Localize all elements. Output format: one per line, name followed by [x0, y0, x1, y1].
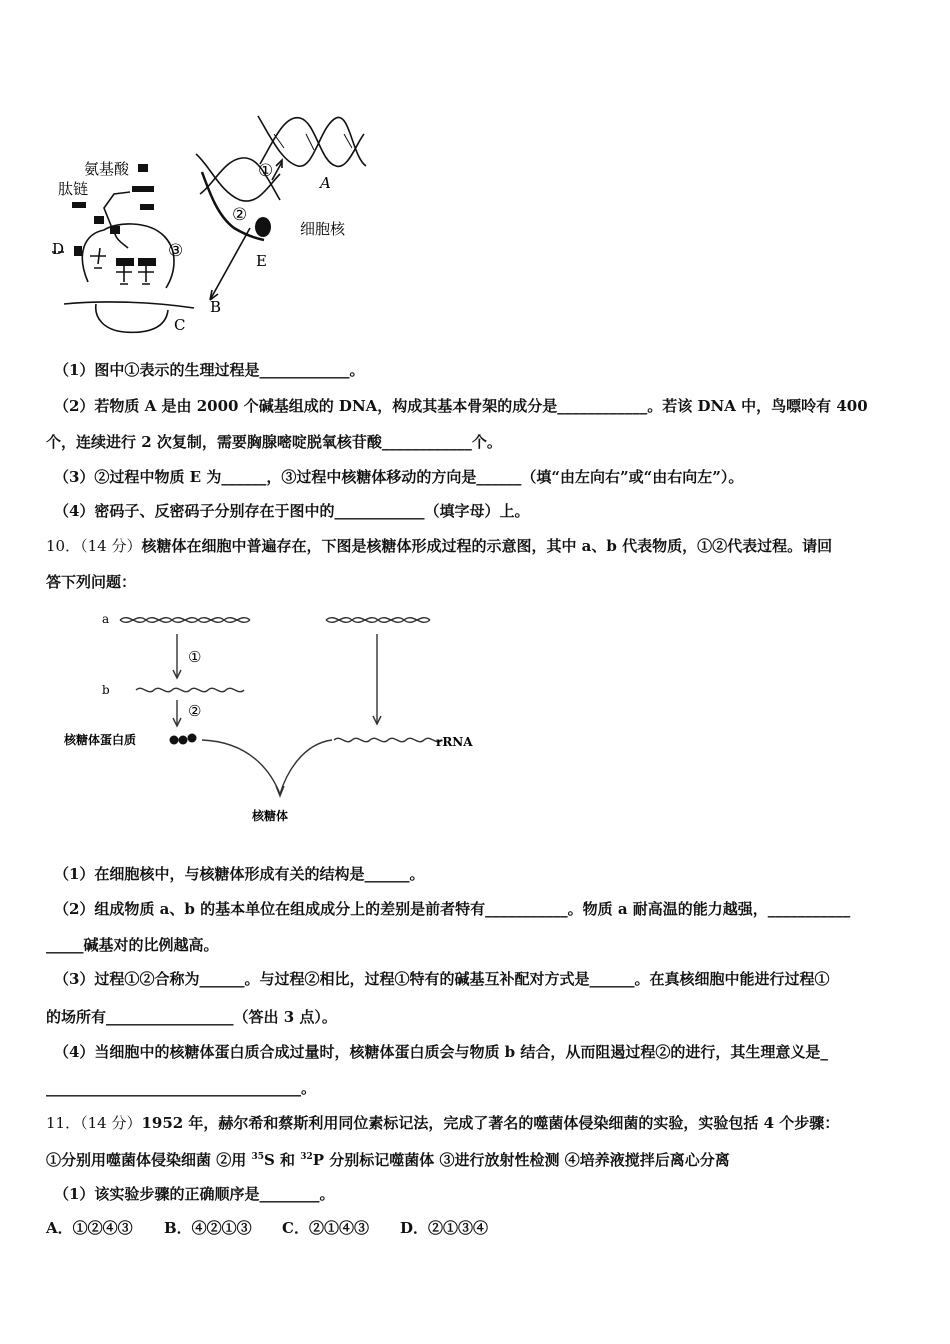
- amino-acid-block: [94, 216, 104, 224]
- label-step3: ③: [168, 241, 184, 261]
- q10-part3-line1: （3）过程①②合称为______。与过程②相比，过程①特有的碱基互补配对方式是______。在真核细胞中能进行过程①: [54, 970, 830, 988]
- protein-dot: [188, 734, 197, 743]
- isotope-35: 35: [251, 1152, 264, 1162]
- rna-polymerase-blob: [255, 217, 271, 237]
- label-step1: ①: [188, 648, 202, 666]
- mrna-b: [136, 688, 244, 691]
- amino-acid-block: [74, 246, 82, 256]
- option-b[interactable]: B．④②①③: [164, 1219, 252, 1237]
- q11-steps-part-c: P 分别标记噬菌体 ③进行放射性检测 ④培养液搅拌后离心分离: [312, 1151, 730, 1169]
- label-b: b: [102, 683, 110, 697]
- amino-acid-block: [138, 258, 156, 266]
- q11-steps-part-a: ①分别用噬菌体侵染细菌 ②用: [46, 1151, 252, 1169]
- q10-number: 10．（14 分）: [46, 537, 142, 555]
- amino-acid-block: [110, 226, 120, 234]
- label-nucleus: 细胞核: [300, 220, 346, 238]
- q11-steps: [46, 1150, 730, 1170]
- q11-steps-part-b: S 和: [263, 1151, 301, 1169]
- amino-acid-block: [116, 258, 134, 266]
- label-E: E: [256, 252, 267, 270]
- q10-part4-line1: （4）当细胞中的核糖体蛋白质合成过量时，核糖体蛋白质会与物质 b 结合，从而阻遏过程②的进行，其生理意义是_: [54, 1043, 828, 1061]
- q9-part4: （4）密码子、反密码子分别存在于图中的____________（填字母）上。: [54, 502, 530, 520]
- label-peptide-chain: 肽链: [58, 180, 89, 198]
- q11-part1: （1）该实验步骤的正确顺序是________。: [54, 1185, 335, 1203]
- label-ribosome: 核糖体: [252, 809, 289, 823]
- q9-part1: （1）图中①表示的生理过程是____________。: [54, 361, 365, 379]
- q11-intro: [46, 1113, 839, 1133]
- label-step2: ②: [188, 702, 202, 720]
- protein-dot: [170, 736, 179, 745]
- ribosome-formation-figure: [60, 604, 480, 834]
- q10-part1: （1）在细胞核中，与核糖体形成有关的结构是______。: [54, 865, 425, 883]
- label-amino-acid: 氨基酸: [84, 160, 130, 178]
- option-d[interactable]: D．②①③④: [400, 1219, 489, 1237]
- amino-acid-block: [138, 164, 148, 172]
- q11-intro-text: 1952 年，赫尔希和蔡斯利用同位素标记法，完成了著名的噬菌体侵染细菌的实验，实验包括 4 个步骤：: [141, 1114, 840, 1132]
- q11-number: 11．（14 分）: [46, 1114, 142, 1132]
- protein-dot: [179, 736, 188, 745]
- label-D: D: [52, 240, 65, 258]
- amino-acid-block: [132, 186, 154, 192]
- q10-intro-text: 核糖体在细胞中普遍存在，下图是核糖体形成过程的示意图，其中 a、b 代表物质，①②代表过程。请回: [141, 537, 833, 555]
- label-step1: ①: [258, 161, 274, 181]
- q10-part2-line2: _____碱基对的比例越高。: [46, 936, 219, 954]
- q10-part4-line2: __________________________________。: [46, 1079, 317, 1097]
- label-a: a: [102, 612, 110, 626]
- label-step2: ②: [232, 205, 248, 225]
- label-rrna: rRNA: [436, 735, 473, 749]
- label-B: B: [210, 298, 222, 316]
- label-C: C: [174, 316, 186, 334]
- q11-options: [46, 1218, 518, 1238]
- q9-part2-line2: 个，连续进行 2 次复制，需要胸腺嘧啶脱氧核苷酸____________个。: [46, 433, 502, 451]
- q9-part2-line1: （2）若物质 A 是由 2000 个碱基组成的 DNA，构成其基本骨架的成分是____________。若该 DNA 中，鸟嘌呤有 400: [54, 397, 868, 415]
- q10-part2-line1: （2）组成物质 a、b 的基本单位在组成成分上的差别是前者特有___________。物质 a 耐高温的能力越强，___________: [54, 900, 851, 918]
- q10-intro: [46, 536, 832, 556]
- membrane: [64, 302, 194, 308]
- q10-part3-line2: 的场所有_________________（答出 3 点）。: [46, 1008, 337, 1026]
- transcription-translation-figure: [44, 104, 374, 344]
- rrna-strand: [334, 738, 442, 741]
- amino-acid-block: [140, 204, 154, 210]
- label-ribosomal-protein: 核糖体蛋白质: [64, 733, 137, 747]
- isotope-32: 32: [300, 1152, 313, 1162]
- option-c[interactable]: C．②①④③: [282, 1219, 369, 1237]
- label-A: A: [320, 174, 331, 192]
- amino-acid-block: [72, 202, 86, 208]
- option-a[interactable]: A．①②④③: [46, 1219, 133, 1237]
- q9-part3: （3）②过程中物质 E 为______，③过程中核糖体移动的方向是______（填“由左向右”或“由右向左”）。: [54, 468, 744, 486]
- q10-intro-cont: 答下列问题：: [46, 573, 137, 591]
- ribosome-small-unit: [96, 304, 168, 332]
